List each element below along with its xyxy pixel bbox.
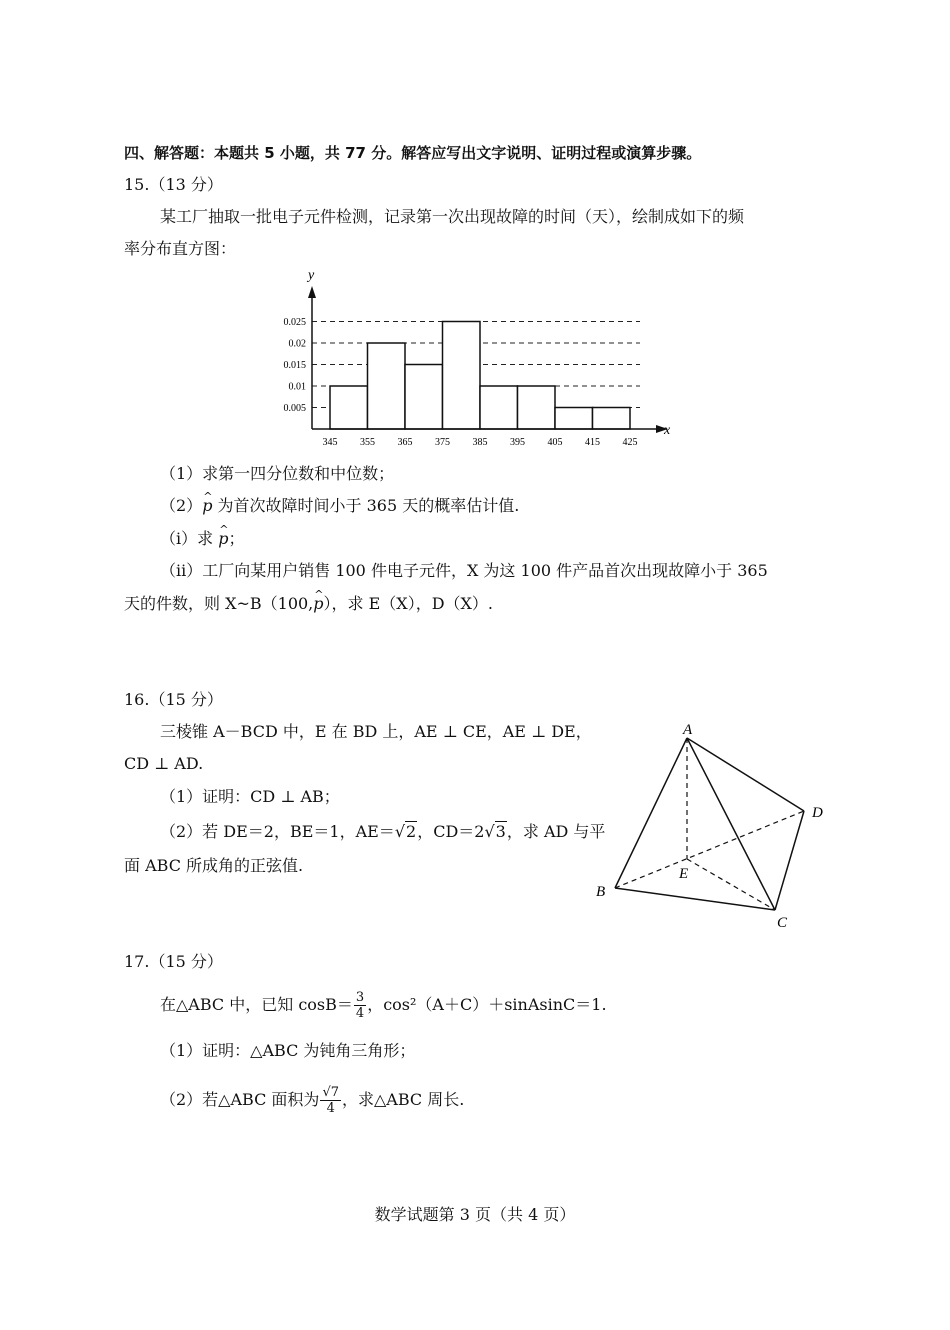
histogram-bar: [593, 408, 631, 430]
p-hat: ^ p: [202, 496, 212, 516]
label-A: A: [683, 722, 693, 738]
q15-part2i: （ⅰ）求 ^ p；: [160, 529, 244, 549]
y-tick-label: 0.01: [288, 381, 306, 393]
y-tick-label: 0.025: [283, 317, 306, 328]
tetrahedron-figure: [590, 718, 840, 938]
q15-stem-line1: 某工厂抽取一批电子元件检测，记录第一次出现故障的时间（天），绘制成如下的频: [160, 207, 745, 226]
q15-part2ii-line1: （ⅱ）工厂向某用户销售 100 件电子元件，X 为这 100 件产品首次出现故障小于 365: [160, 561, 768, 580]
histogram-bar: [480, 386, 518, 429]
x-tick-label: 365: [397, 437, 413, 448]
page-footer: 数学试题第 3 页（共 4 页）: [374, 1205, 576, 1224]
histogram-bar: [330, 386, 368, 429]
q16-stem-line2: CD ⊥ AD.: [124, 754, 204, 773]
q16-part1: （1）证明：CD ⊥ AB；: [160, 787, 340, 806]
y-tick-label: 0.02: [288, 338, 306, 350]
q17-number: 17.（15 分）: [124, 952, 223, 971]
q17-part2: （2）若△ABC 面积为 $\frac{√7}{4}$ ，求△ABC 周长.: [160, 1085, 465, 1116]
histogram-bar: [555, 408, 593, 430]
q15-number: 15.（13 分）: [124, 175, 223, 194]
q15-part1: （1）求第一四分位数和中位数；: [160, 464, 395, 483]
x-tick-label: 355: [360, 437, 375, 448]
q16-number: 16.（15 分）: [124, 690, 223, 709]
label-D: D: [812, 805, 823, 821]
x-axis-label: x: [664, 423, 671, 438]
y-axis-label: y: [308, 268, 315, 283]
q16-part2-line2: 面 ABC 所成角的正弦值.: [124, 856, 304, 875]
p-hat: ^ p: [218, 529, 228, 549]
histogram-bar: [368, 343, 406, 429]
y-tick-label: 0.015: [283, 360, 306, 371]
edge-AB: [615, 738, 687, 888]
edge-AC: [687, 738, 775, 910]
y-axis-arrow: [308, 286, 316, 298]
section-heading: 四、解答题：本题共 5 小题，共 77 分。解答应写出文字说明、证明过程或演算步骤。: [124, 144, 702, 162]
y-tick-label: 0.005: [283, 403, 306, 414]
edge-BD: [615, 811, 804, 888]
edge-CD: [775, 811, 804, 910]
q17-part1: （1）证明：△ABC 为钝角三角形；: [160, 1041, 416, 1060]
q15-part2ii-line2: 天的件数，则 X~B（100,^ p），求 E（X），D（X）.: [124, 594, 493, 614]
edge-AD: [687, 738, 804, 811]
x-tick-label: 385: [472, 437, 488, 448]
q16-stem-line1: 三棱锥 A－BCD 中，E 在 BD 上，AE ⊥ CE，AE ⊥ DE，: [160, 722, 592, 741]
histogram-chart: [270, 262, 690, 452]
edge-BC: [615, 888, 775, 910]
q15-part2: （2）^ p 为首次故障时间小于 365 天的概率估计值.: [160, 496, 519, 516]
histogram-bar: [443, 322, 481, 430]
q15-stem-line2: 率分布直方图：: [124, 239, 237, 258]
x-tick-label: 345: [322, 437, 338, 448]
p-hat: ^ p: [313, 594, 323, 614]
fraction: $\frac{√7}{4}$: [322, 1085, 339, 1116]
fraction: $\frac{3}{4}$: [355, 990, 365, 1021]
q17-stem: 在△ABC 中，已知 cosB＝ $\frac{3}{4}$ ，cos²（A＋C）＋sinAsinC＝1.: [160, 990, 607, 1021]
x-tick-label: 405: [547, 437, 563, 448]
label-C: C: [777, 915, 788, 931]
x-tick-label: 415: [585, 437, 600, 448]
histogram-bar: [518, 386, 556, 429]
q16-part2: （2）若 DE＝2，BE＝1，AE＝√2，CD＝2√3，求 AD 与平: [160, 822, 606, 841]
label-B: B: [596, 884, 606, 900]
x-tick-label: 375: [435, 437, 450, 448]
x-tick-label: 425: [622, 437, 638, 448]
label-E: E: [679, 866, 689, 882]
x-tick-label: 395: [510, 437, 525, 448]
histogram-bar: [405, 365, 443, 430]
